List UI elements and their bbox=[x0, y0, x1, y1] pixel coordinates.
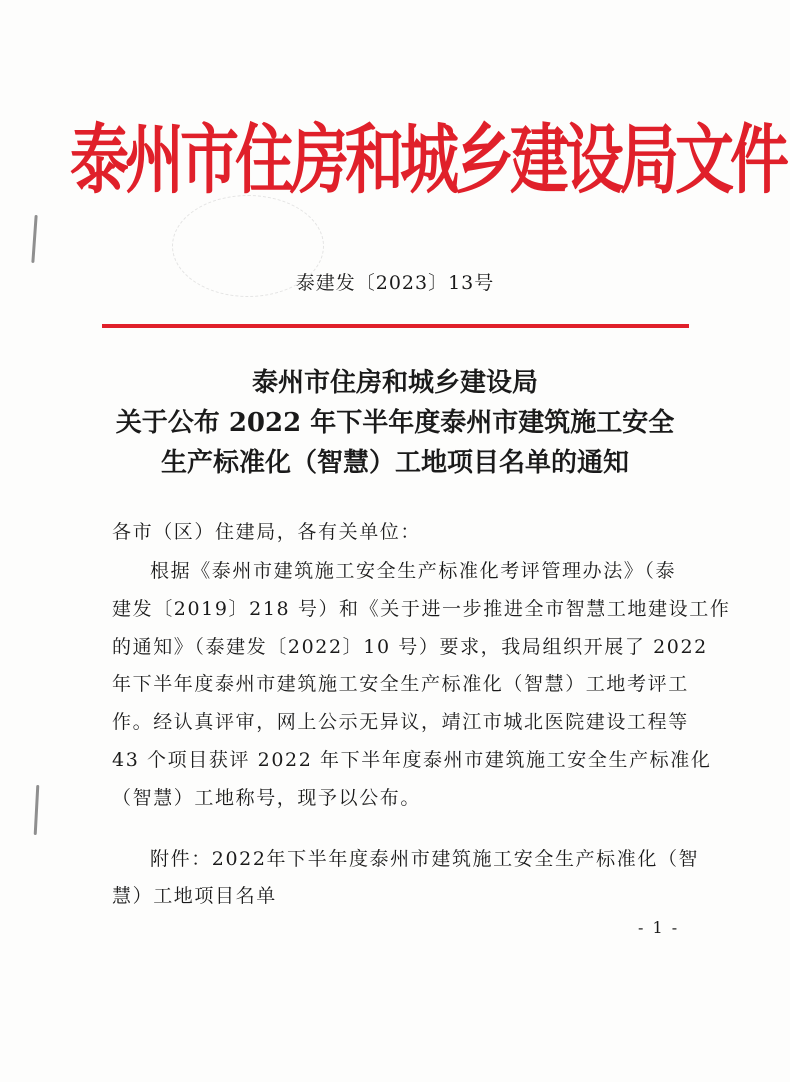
scan-mark bbox=[34, 785, 40, 835]
body-paragraph-line: 建发〔2019〕218 号）和《关于进一步推进全市智慧工地建设工作 bbox=[112, 598, 731, 620]
body-paragraph-line: 根据《泰州市建筑施工安全生产标准化考评管理办法》（泰 bbox=[150, 560, 677, 582]
attachment-line: 慧）工地项目名单 bbox=[112, 885, 277, 907]
salutation: 各市（区）住建局，各有关单位： bbox=[112, 521, 422, 543]
page-number: - 1 - bbox=[638, 918, 680, 937]
body-paragraph-line: 作。经认真评审，网上公示无异议，靖江市城北医院建设工程等 bbox=[112, 711, 689, 733]
issuing-authority-header: 泰州市住房和城乡建设局文件 bbox=[70, 115, 786, 204]
red-separator-line bbox=[102, 324, 689, 328]
body-paragraph-line: （智慧）工地称号，现予以公布。 bbox=[112, 787, 422, 809]
notice-title-line-2: 关于公布 2022 年下半年度泰州市建筑施工安全 bbox=[115, 408, 675, 438]
notice-title-line-1: 泰州市住房和城乡建设局 bbox=[251, 368, 538, 398]
body-paragraph-line: 43 个项目获评 2022 年下半年度泰州市建筑施工安全生产标准化 bbox=[112, 749, 712, 771]
notice-title-line-3: 生产标准化（智慧）工地项目名单的通知 bbox=[160, 448, 629, 478]
attachment-line: 附件：2022年下半年度泰州市建筑施工安全生产标准化（智 bbox=[150, 848, 700, 870]
body-paragraph-line: 年下半年度泰州市建筑施工安全生产标准化（智慧）工地考评工 bbox=[112, 673, 689, 695]
scan-mark bbox=[31, 215, 37, 263]
document-number: 泰建发〔2023〕13号 bbox=[295, 272, 495, 294]
body-paragraph-line: 的通知》（泰建发〔2022〕10 号）要求，我局组织开展了 2022 bbox=[112, 636, 708, 658]
